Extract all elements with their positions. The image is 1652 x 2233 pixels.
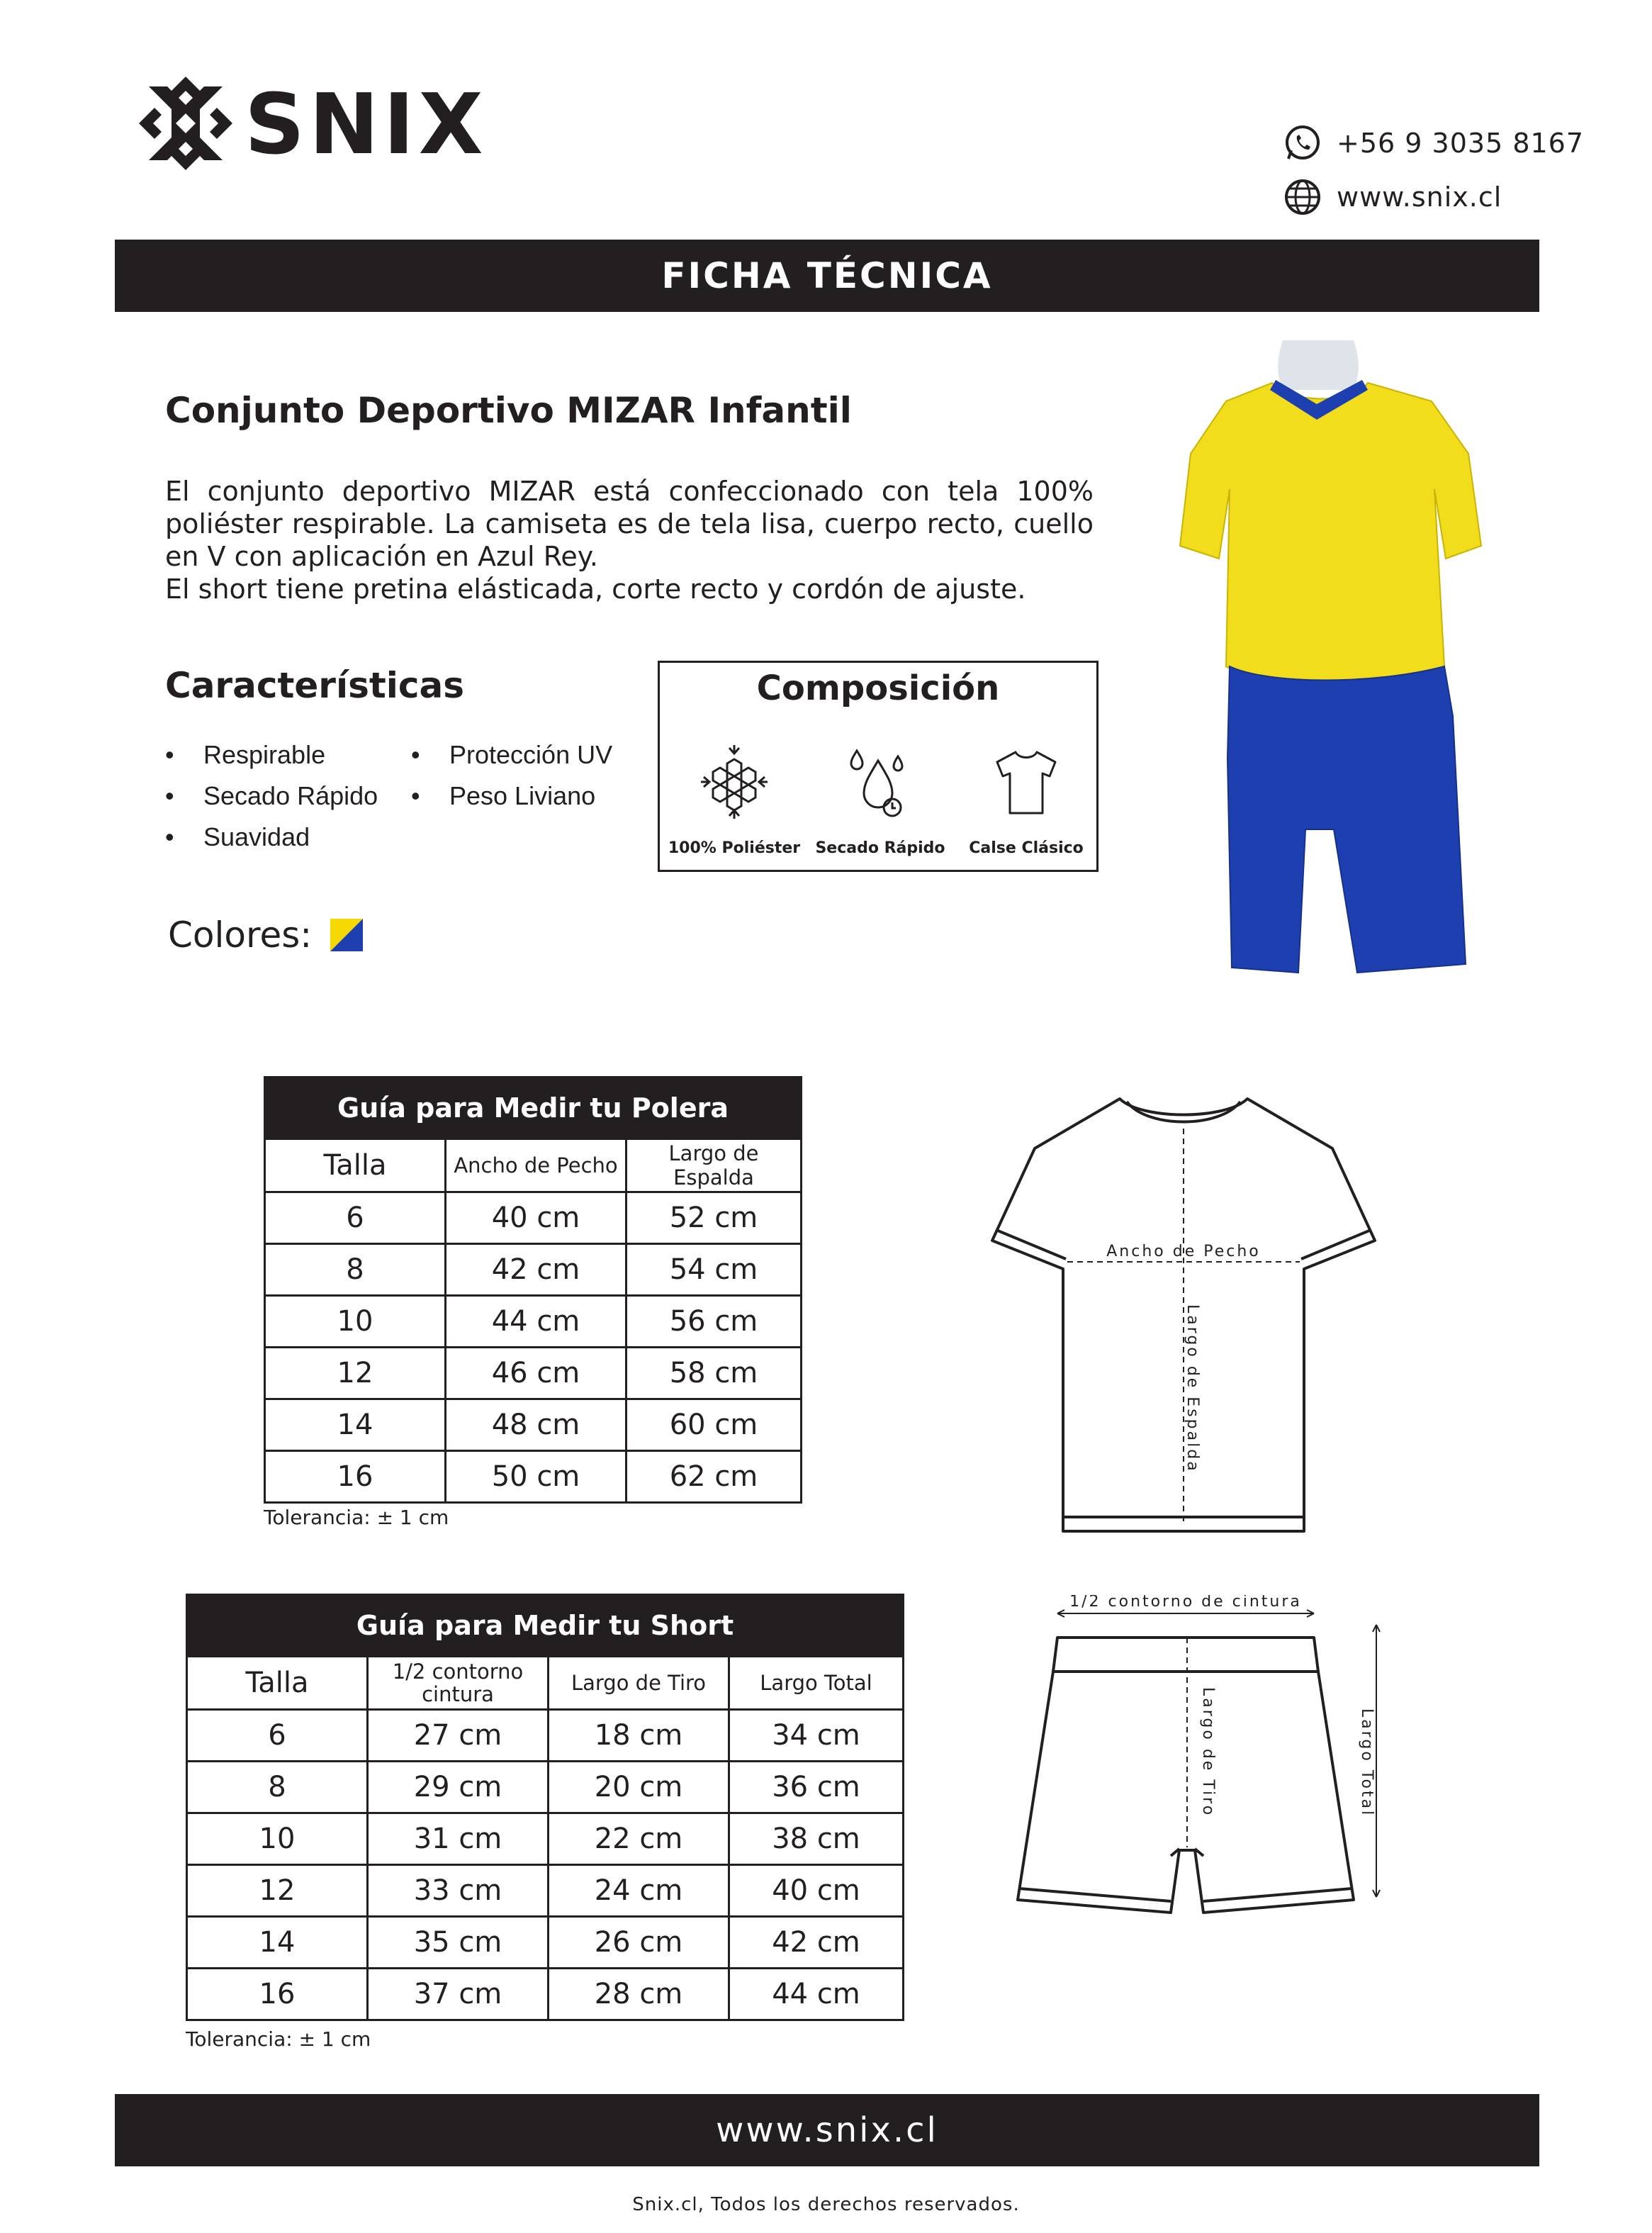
table-cell: 24 cm: [549, 1865, 729, 1917]
product-title: Conjunto Deportivo MIZAR Infantil: [165, 390, 852, 431]
composition-title: Composición: [756, 668, 1000, 708]
composition-item: [661, 739, 807, 857]
table-cell: 27 cm: [368, 1710, 549, 1762]
table-cell: 44 cm: [446, 1296, 626, 1348]
total-length-label: Largo Total: [1358, 1708, 1376, 1818]
table-cell: 33 cm: [368, 1865, 549, 1917]
table-cell: 35 cm: [368, 1917, 549, 1969]
table-row: [265, 1451, 802, 1503]
table-cell: 60 cm: [626, 1399, 802, 1451]
table-cell: 52 cm: [626, 1192, 802, 1244]
column-header: [368, 1657, 549, 1710]
table-cell: 62 cm: [626, 1451, 802, 1503]
table-cell: 6: [187, 1710, 368, 1762]
colors-label: Colores:: [168, 914, 313, 956]
composition-label: Secado Rápido: [815, 839, 945, 857]
table-row: [187, 1813, 904, 1865]
table-row: [265, 1192, 802, 1244]
table-cell: 42 cm: [729, 1917, 904, 1969]
table-cell: 46 cm: [446, 1348, 626, 1399]
table-cell: 14: [187, 1917, 368, 1969]
table-cell: 12: [265, 1348, 446, 1399]
short-measurement-diagram: [1006, 1595, 1403, 1928]
table-row: [187, 1865, 904, 1917]
table-cell: 10: [265, 1296, 446, 1348]
table-cell: 36 cm: [729, 1762, 904, 1813]
table-cell: 12: [187, 1865, 368, 1917]
phone-number: +56 9 3035 8167: [1337, 128, 1585, 159]
feature-item: • Protección UV: [411, 734, 612, 776]
table-cell: 42 cm: [446, 1244, 626, 1296]
table-cell: 40 cm: [446, 1192, 626, 1244]
table-cell: 26 cm: [549, 1917, 729, 1969]
composition-box: [658, 661, 1098, 872]
website-link: www.snix.cl: [1337, 181, 1502, 213]
table-row: [187, 1762, 904, 1813]
product-description: [165, 475, 1094, 605]
table-title: Guía para Medir tu Polera: [265, 1078, 802, 1139]
table-row: [265, 1244, 802, 1296]
table-cell: 34 cm: [729, 1710, 904, 1762]
table-cell: 8: [265, 1244, 446, 1296]
composition-item: [807, 739, 953, 857]
waist-label: 1/2 contorno de cintura: [1069, 1595, 1302, 1611]
composition-label: Calse Clásico: [969, 839, 1084, 857]
table-row: [187, 1710, 904, 1762]
shirt-measurement-diagram: [978, 1092, 1389, 1545]
composition-label: 100% Poliéster: [668, 839, 801, 857]
table-cell: 8: [187, 1762, 368, 1813]
column-header: Largo de Tiro: [549, 1657, 729, 1710]
column-header: Largo Total: [729, 1657, 904, 1710]
table-cell: 10: [187, 1813, 368, 1865]
table-cell: 44 cm: [729, 1969, 904, 2020]
table-cell: 56 cm: [626, 1296, 802, 1348]
table-cell: 48 cm: [446, 1399, 626, 1451]
column-header: Largo de Espalda: [626, 1139, 802, 1192]
product-photo: [1148, 333, 1488, 1000]
table-row: [265, 1399, 802, 1451]
table-cell: 16: [265, 1451, 446, 1503]
column-header: Ancho de Pecho: [446, 1139, 626, 1192]
table-cell: 16: [187, 1969, 368, 2020]
column-header-line: 1/2 contorno: [392, 1660, 524, 1684]
page-title: FICHA TÉCNICA: [115, 240, 1539, 312]
website-contact[interactable]: [1283, 177, 1502, 217]
table-cell: 18 cm: [549, 1710, 729, 1762]
water-drops-icon: [841, 739, 919, 824]
polera-size-table: [264, 1076, 802, 1504]
table-cell: 28 cm: [549, 1969, 729, 2020]
column-header: Talla: [265, 1139, 446, 1192]
table-cell: 14: [265, 1399, 446, 1451]
shirt-width-label: Ancho de Pecho: [1106, 1243, 1261, 1260]
table-cell: 20 cm: [549, 1762, 729, 1813]
table-cell: 40 cm: [729, 1865, 904, 1917]
brand-name: SNIX: [245, 75, 488, 173]
table-cell: 54 cm: [626, 1244, 802, 1296]
features-list: [411, 734, 612, 817]
table-row: [265, 1348, 802, 1399]
table-cell: 58 cm: [626, 1348, 802, 1399]
description-paragraph: El conjunto deportivo MIZAR está confeccionado con tela 100% poliéster respirable. La camiseta es de tela lisa, cuerpo recto, cuello en V con aplicación en Azul Rey.: [165, 476, 1094, 572]
tolerance-note: Tolerancia: ± 1 cm: [264, 1506, 449, 1529]
tolerance-note: Tolerancia: ± 1 cm: [186, 2027, 371, 2051]
snix-logo-icon: [136, 74, 235, 173]
feature-item: • Suavidad: [165, 817, 378, 858]
table-cell: 29 cm: [368, 1762, 549, 1813]
globe-icon: [1283, 177, 1322, 217]
copyright: Snix.cl, Todos los derechos reservados.: [632, 2194, 1020, 2215]
fabric-honeycomb-icon: [695, 739, 773, 824]
table-row: [265, 1296, 802, 1348]
table-title: Guía para Medir tu Short: [187, 1595, 904, 1657]
table-row: [187, 1969, 904, 2020]
table-cell: 22 cm: [549, 1813, 729, 1865]
table-cell: 50 cm: [446, 1451, 626, 1503]
table-cell: 6: [265, 1192, 446, 1244]
features-list: [165, 734, 378, 858]
footer-website[interactable]: www.snix.cl: [115, 2094, 1539, 2166]
feature-item: • Peso Liviano: [411, 776, 612, 817]
feature-item: • Respirable: [165, 734, 378, 776]
rise-label: Largo de Tiro: [1199, 1687, 1217, 1818]
short-size-table: [186, 1594, 904, 2021]
shirt-length-label: Largo de Espalda: [1184, 1304, 1201, 1473]
colors-row: [168, 914, 363, 956]
phone-contact[interactable]: [1283, 123, 1584, 163]
table-cell: 38 cm: [729, 1813, 904, 1865]
table-cell: 37 cm: [368, 1969, 549, 2020]
table-row: [187, 1917, 904, 1969]
column-header-line: cintura: [422, 1682, 494, 1706]
whatsapp-icon: [1283, 123, 1322, 163]
feature-item: • Secado Rápido: [165, 776, 378, 817]
features-title: Características: [165, 665, 465, 706]
tshirt-icon: [987, 739, 1065, 824]
color-swatch[interactable]: [330, 919, 363, 951]
column-header: Talla: [187, 1657, 368, 1710]
composition-item: [953, 739, 1099, 857]
table-cell: 31 cm: [368, 1813, 549, 1865]
description-paragraph: El short tiene pretina elásticada, corte recto y cordón de ajuste.: [165, 573, 1026, 605]
